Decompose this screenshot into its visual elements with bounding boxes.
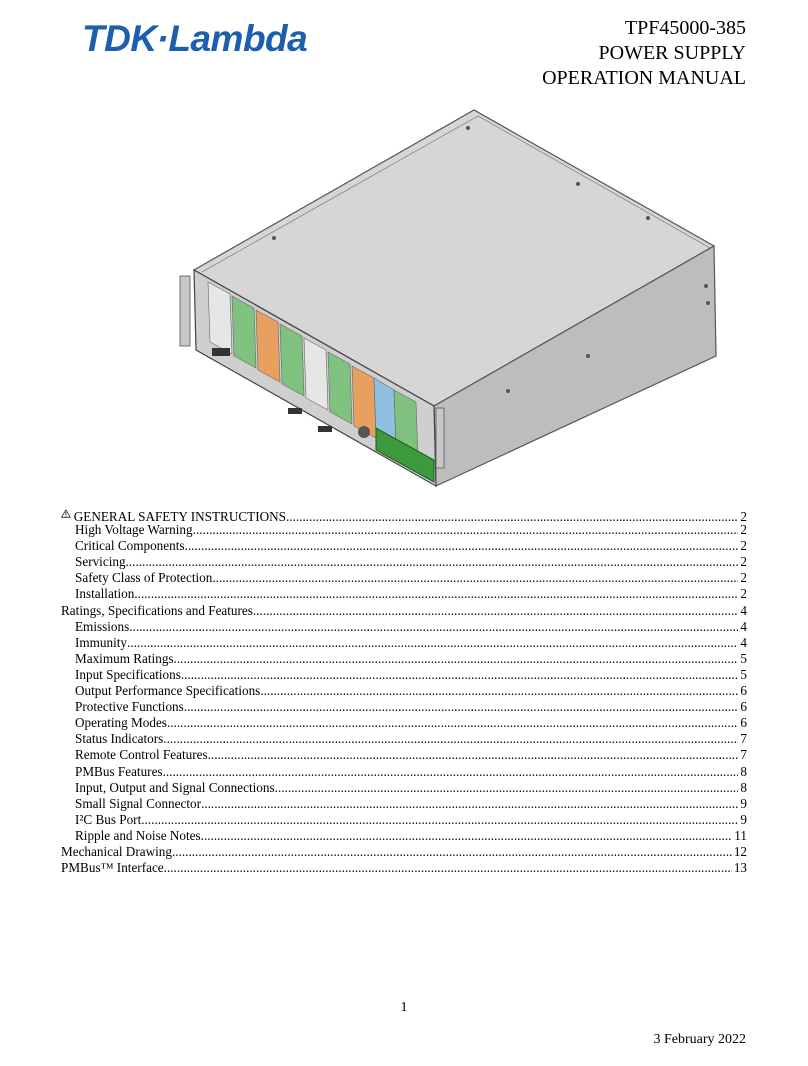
toc-label: Safety Class of Protection: [75, 570, 213, 586]
toc-entry[interactable]: [61, 796, 747, 812]
toc-page: 6: [740, 683, 747, 699]
toc-label: Servicing: [75, 554, 126, 570]
toc-page: 11: [734, 827, 747, 843]
toc-label: Small Signal Connector: [75, 795, 202, 811]
toc-label: Status Indicators: [75, 731, 164, 747]
toc-entry[interactable]: [61, 603, 747, 619]
table-of-contents: [61, 506, 747, 876]
toc-leader: [163, 764, 739, 780]
toc-leader: [164, 860, 732, 876]
toc-page: 2: [740, 586, 747, 602]
toc-page: 8: [740, 763, 747, 779]
toc-label: I²C Bus Port: [75, 811, 142, 827]
toc-label: Immunity: [75, 634, 128, 650]
warning-icon: [61, 506, 71, 521]
toc-leader: [193, 522, 739, 538]
toc-entry[interactable]: [61, 683, 747, 699]
toc-entry[interactable]: [61, 635, 747, 651]
power-supply-unit-illustration: [178, 108, 726, 488]
toc-page: 4: [740, 602, 747, 618]
toc-entry[interactable]: [61, 522, 747, 538]
toc-entry[interactable]: [61, 828, 747, 844]
toc-page: 2: [740, 509, 747, 524]
toc-entry[interactable]: [61, 715, 747, 731]
toc-page: 9: [740, 811, 747, 827]
toc-page: 6: [740, 699, 747, 715]
title-line-3: OPERATION MANUAL: [542, 67, 746, 89]
toc-leader: [127, 635, 738, 651]
toc-label: Critical Components: [75, 538, 185, 554]
toc-entry[interactable]: [61, 764, 747, 780]
toc-label: PMBus™ Interface: [61, 860, 164, 876]
toc-page: 8: [740, 779, 747, 795]
toc-leader: [126, 554, 739, 570]
toc-leader: [172, 844, 732, 860]
toc-leader: [141, 812, 738, 828]
toc-label: Installation: [75, 586, 135, 602]
toc-page: 7: [740, 747, 747, 763]
toc-label: Input Specifications: [75, 666, 181, 682]
toc-entry[interactable]: [61, 731, 747, 747]
toc-leader: [208, 747, 739, 763]
toc-label: Maximum Ratings: [75, 650, 174, 666]
toc-label: Operating Modes: [75, 715, 167, 731]
toc-label: High Voltage Warning: [75, 522, 193, 538]
toc-entry[interactable]: [61, 619, 747, 635]
toc-entry[interactable]: [61, 538, 747, 554]
toc-leader: [201, 828, 733, 844]
toc-label: Input, Output and Signal Connections: [75, 779, 275, 795]
toc-page: 7: [740, 731, 747, 747]
brand-logo: TDK·Lambda: [82, 18, 308, 59]
toc-label: Remote Control Features: [75, 747, 208, 763]
toc-leader: [129, 619, 738, 635]
toc-page: 2: [740, 570, 747, 586]
toc-page: 2: [740, 538, 747, 554]
toc-leader: [253, 603, 738, 619]
toc-entry[interactable]: [61, 747, 747, 763]
toc-leader: [163, 731, 738, 747]
toc-label: Emissions: [75, 618, 130, 634]
page-number: 1: [400, 1000, 408, 1015]
toc-page: 9: [740, 795, 747, 811]
toc-leader: [201, 796, 738, 812]
toc-page: 5: [740, 650, 747, 666]
toc-page: 6: [740, 715, 747, 731]
toc-leader: [275, 780, 739, 796]
toc-leader: [184, 699, 739, 715]
toc-page: 5: [740, 666, 747, 682]
toc-leader: [185, 538, 739, 554]
toc-label: PMBus Features: [75, 763, 163, 779]
toc-label: Mechanical Drawing: [61, 843, 172, 859]
toc-label: GENERAL SAFETY INSTRUCTIONS: [73, 509, 286, 524]
toc-entry[interactable]: [61, 812, 747, 828]
toc-entry[interactable]: [61, 506, 747, 522]
model-number: TPF45000-385: [624, 17, 746, 39]
toc-entry[interactable]: [61, 844, 747, 860]
toc-entry[interactable]: [61, 554, 747, 570]
toc-page: 4: [740, 618, 747, 634]
title-line-2: POWER SUPPLY: [598, 42, 746, 64]
toc-entry[interactable]: [61, 699, 747, 715]
toc-page: 12: [733, 843, 747, 859]
toc-leader: [167, 715, 738, 731]
toc-entry[interactable]: [61, 586, 747, 602]
toc-leader: [260, 683, 738, 699]
toc-entry[interactable]: [61, 780, 747, 796]
toc-leader: [212, 570, 738, 586]
toc-leader: [174, 651, 739, 667]
toc-label: Ratings, Specifications and Features: [61, 602, 253, 618]
toc-page: 4: [740, 634, 747, 650]
toc-entry[interactable]: [61, 570, 747, 586]
toc-leader: [134, 586, 738, 602]
toc-page: 2: [740, 554, 747, 570]
toc-label: Protective Functions: [75, 699, 184, 715]
toc-label: Output Performance Specifications: [75, 683, 261, 699]
toc-leader: [181, 667, 739, 683]
toc-page: 2: [740, 522, 747, 538]
toc-label: Ripple and Noise Notes: [75, 827, 201, 843]
toc-entry[interactable]: [61, 651, 747, 667]
toc-entry[interactable]: [61, 860, 747, 876]
toc-page: 13: [733, 860, 747, 876]
toc-entry[interactable]: [61, 667, 747, 683]
document-title: [542, 16, 746, 91]
document-date: 3 February 2022: [653, 1032, 746, 1047]
